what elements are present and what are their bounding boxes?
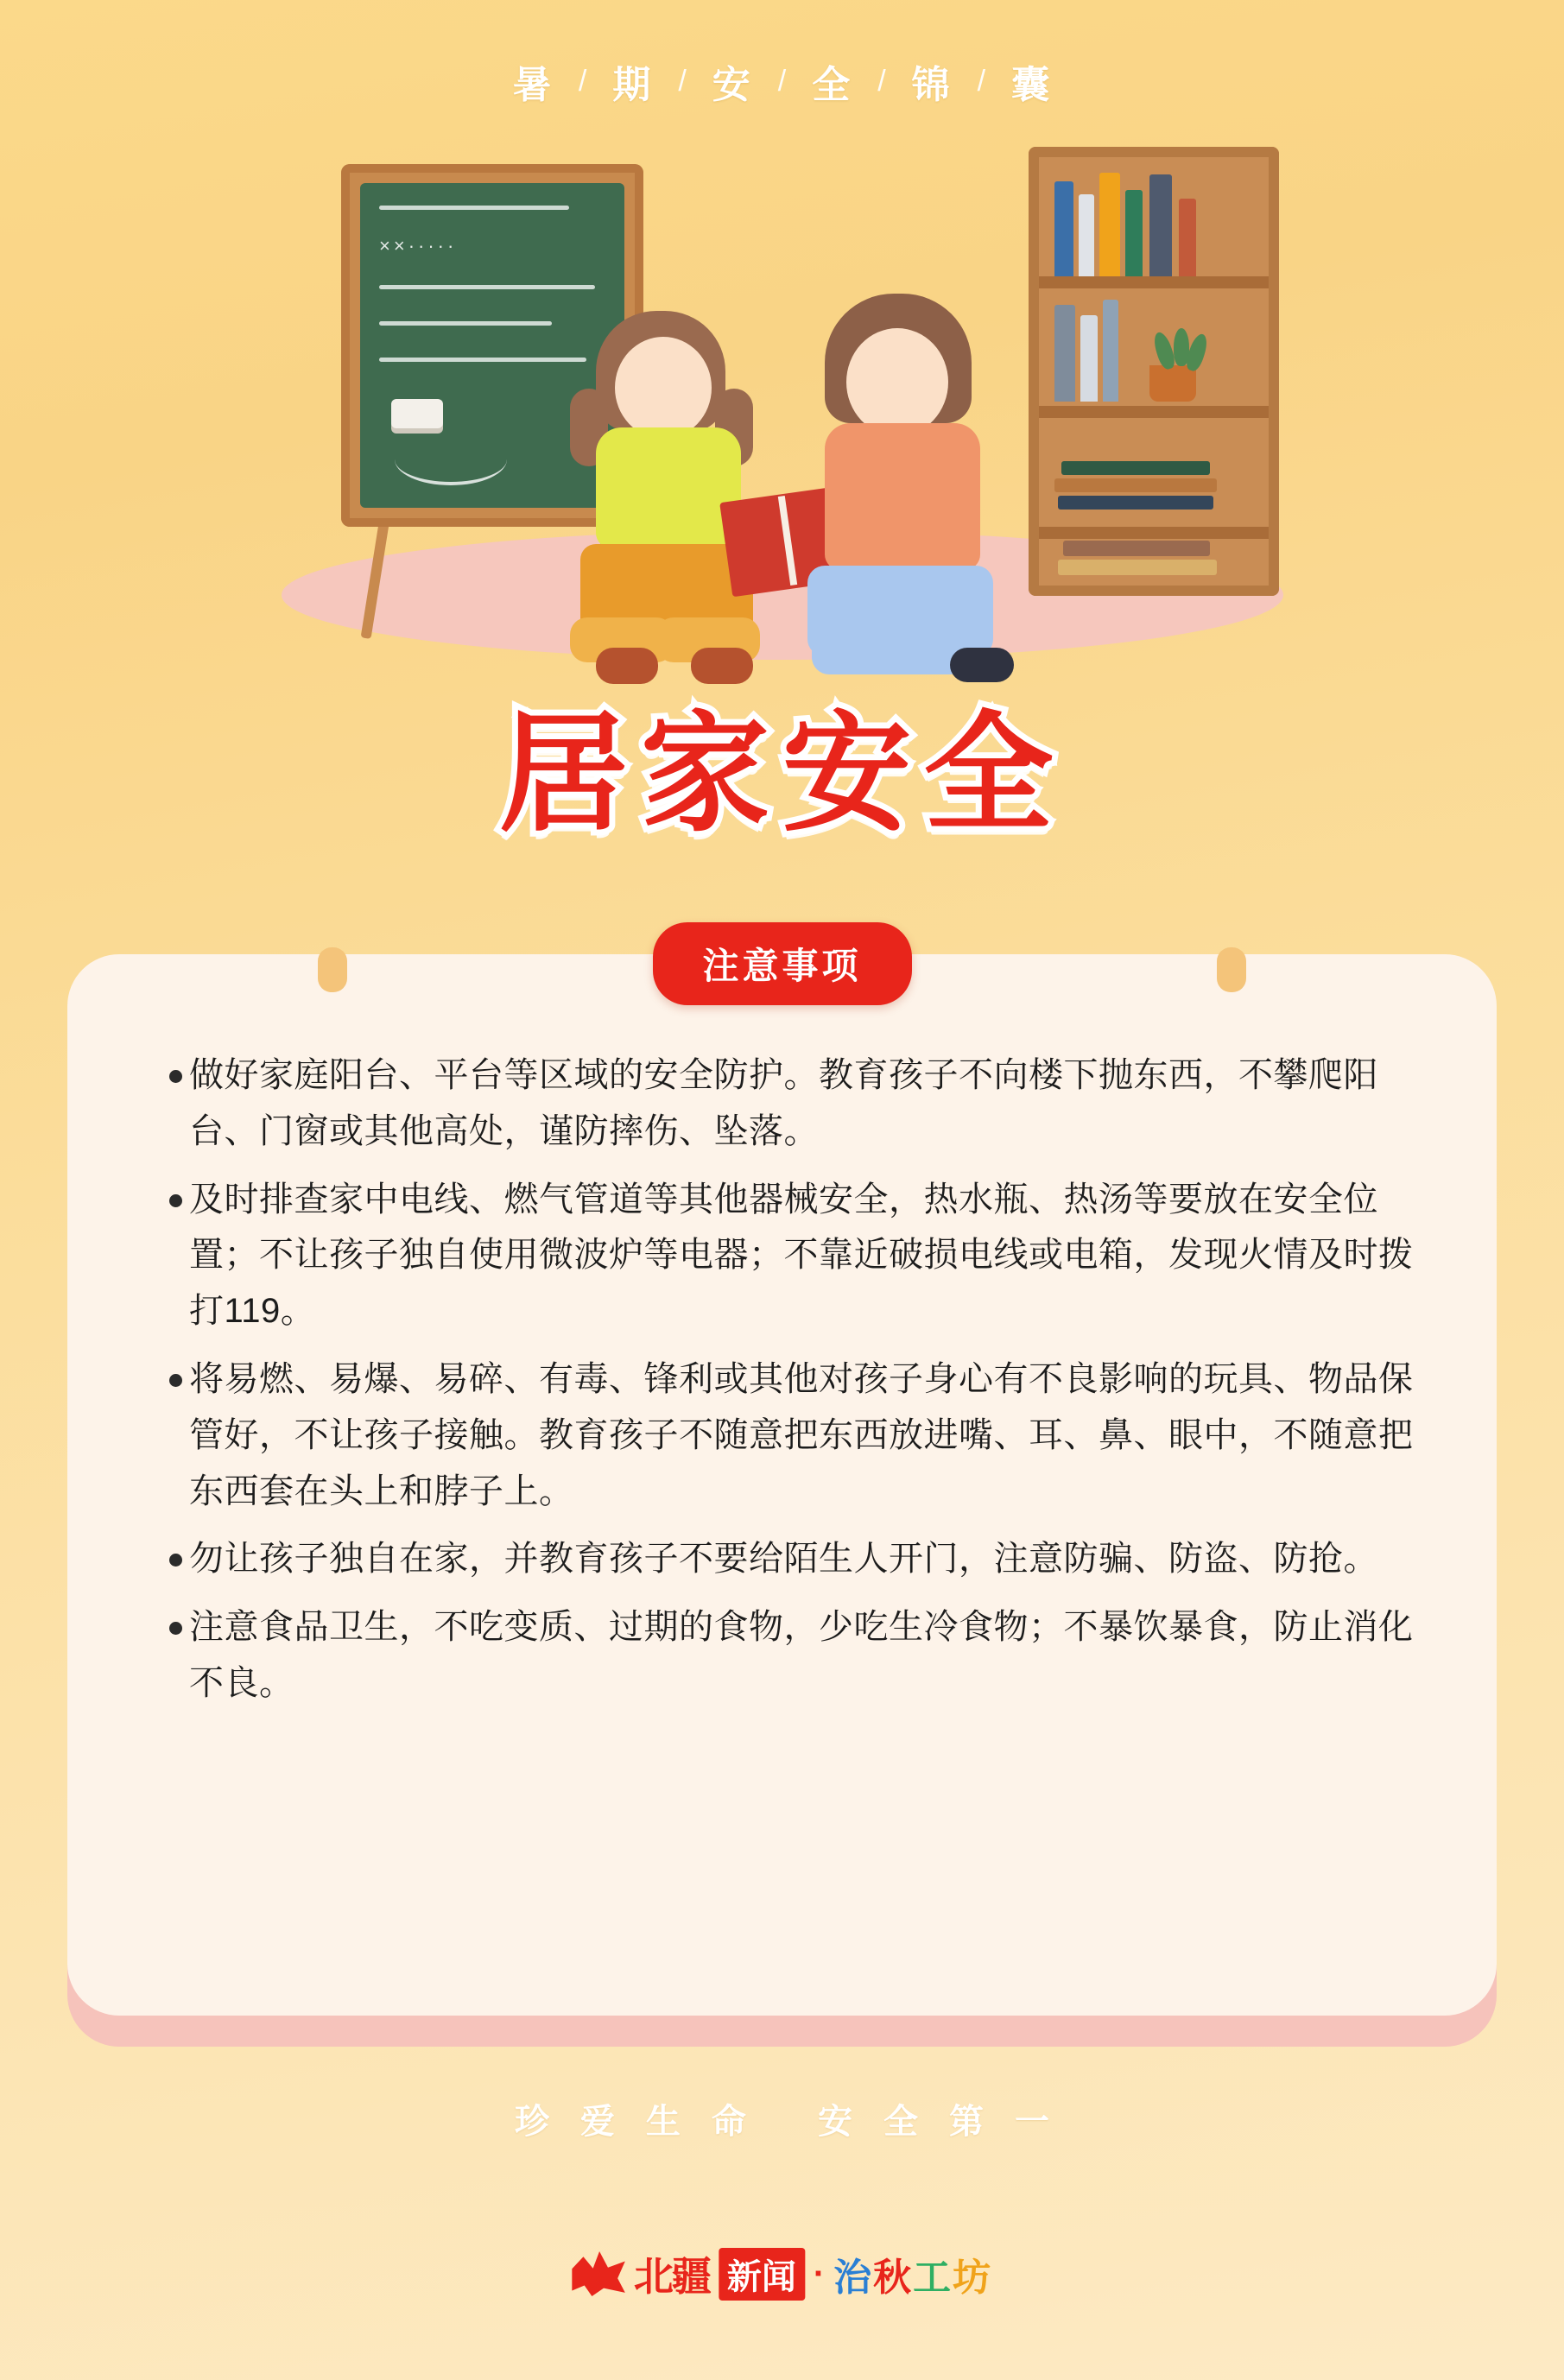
child-face xyxy=(615,337,712,439)
illustration-two-children-reading xyxy=(0,130,1564,682)
pin-left-icon xyxy=(318,947,347,992)
bookshelf-plank-2 xyxy=(1039,406,1269,418)
logo-workshop-char-4: 坊 xyxy=(953,2257,993,2299)
shelf-book xyxy=(1149,174,1172,276)
stacked-book xyxy=(1063,541,1210,556)
chalk-line-4 xyxy=(379,358,586,362)
section-badge: 注意事项 xyxy=(652,922,911,1005)
list-item-text: 及时排查家中电线、燃气管道等其他器械安全，热水瓶、热汤等要放在安全位置；不让孩子独自使用微波炉等电器；不靠近破损电线或电箱，发现火情及时拨打119。 xyxy=(189,1180,1414,1331)
logo-workshop-char-2: 秋 xyxy=(873,2257,914,2299)
page-title: 居家安全 xyxy=(498,701,1066,846)
list-item-text: 做好家庭阳台、平台等区域的安全防护。教育孩子不向楼下抛东西，不攀爬阳台、门窗或其他高处，谨防摔伤、坠落。 xyxy=(189,1056,1378,1150)
list-item xyxy=(169,1048,1414,1160)
shelf-book xyxy=(1054,181,1073,276)
pin-right-icon xyxy=(1217,947,1246,992)
header-separator-3: / xyxy=(777,64,787,98)
child2-striped-shirt xyxy=(825,423,980,570)
notes-card xyxy=(67,954,1497,2047)
chalk-line-3 xyxy=(379,321,552,326)
header-char-3: 安 xyxy=(712,64,752,106)
shelf-book xyxy=(1103,300,1118,402)
header-char-6: 囊 xyxy=(1011,64,1052,106)
header-separator-2: / xyxy=(678,64,687,98)
bullet-icon xyxy=(169,1622,182,1635)
shelf-book xyxy=(1079,194,1094,276)
stacked-book xyxy=(1058,496,1213,510)
logo-news-tag: 新闻 xyxy=(719,2248,805,2301)
shelf-book xyxy=(1099,173,1120,276)
list-item xyxy=(169,1599,1414,1712)
footer-slogan: 珍爱生命 安全第一 xyxy=(514,2103,1081,2141)
list-item xyxy=(169,1351,1414,1519)
list-item xyxy=(169,1531,1414,1587)
poster-header xyxy=(0,54,1564,109)
bookshelf xyxy=(1029,147,1279,596)
bullet-icon xyxy=(169,1554,182,1567)
header-separator-4: / xyxy=(877,64,886,98)
logo-workshop-char-1: 治 xyxy=(833,2257,874,2299)
bullet-icon xyxy=(169,1070,182,1083)
star-burst-icon xyxy=(572,2251,625,2296)
header-separator-5: / xyxy=(977,64,986,98)
stacked-book xyxy=(1061,461,1210,475)
stacked-book xyxy=(1058,560,1217,575)
shelf-book xyxy=(1125,190,1143,276)
chalk-line-2 xyxy=(379,285,595,289)
shelf-book xyxy=(1080,315,1098,402)
chalk-line-1 xyxy=(379,206,569,210)
chalk-eraser xyxy=(391,399,443,428)
child-shirt xyxy=(596,427,741,548)
brand-logo xyxy=(572,2245,992,2302)
bookshelf-plank-1 xyxy=(1039,276,1269,288)
logo-brand-text: 北疆 xyxy=(633,2254,710,2299)
bookshelf-plank-3 xyxy=(1039,527,1269,539)
header-char-2: 期 xyxy=(612,64,653,106)
child2-face xyxy=(846,328,948,436)
shelf-book xyxy=(1054,305,1075,402)
flower-pot xyxy=(1149,365,1196,402)
leaf-doodle xyxy=(395,434,507,485)
notes-list xyxy=(169,1048,1414,1724)
stacked-book xyxy=(1054,478,1217,492)
header-char-5: 锦 xyxy=(911,64,952,106)
header-char-1: 暑 xyxy=(512,64,553,106)
list-item-text: 注意食品卫生，不吃变质、过期的食物，少吃生冷食物；不暴饮暴食，防止消化不良。 xyxy=(189,1608,1414,1702)
list-item-text: 勿让孩子独自在家，并教育孩子不要给陌生人开门，注意防骗、防盗、防抢。 xyxy=(189,1540,1378,1579)
chalk-marks: ××····· xyxy=(379,235,458,256)
logo-separator: · xyxy=(813,2254,826,2293)
list-item xyxy=(169,1172,1414,1339)
bullet-icon xyxy=(169,1194,182,1207)
bullet-icon xyxy=(169,1374,182,1387)
card-surface xyxy=(67,954,1497,2016)
logo-workshop-char-3: 工 xyxy=(913,2257,953,2299)
list-item-text: 将易燃、易爆、易碎、有毒、锋利或其他对孩子身心有不良影响的玩具、物品保管好，不让孩子接触。教育孩子不随意把东西放进嘴、耳、鼻、眼中，不随意把东西套在头上和脖子上。 xyxy=(189,1359,1414,1510)
header-separator-1: / xyxy=(578,64,587,98)
logo-workshop-text xyxy=(833,2246,992,2301)
shelf-book xyxy=(1179,199,1196,276)
header-char-4: 全 xyxy=(812,64,852,106)
